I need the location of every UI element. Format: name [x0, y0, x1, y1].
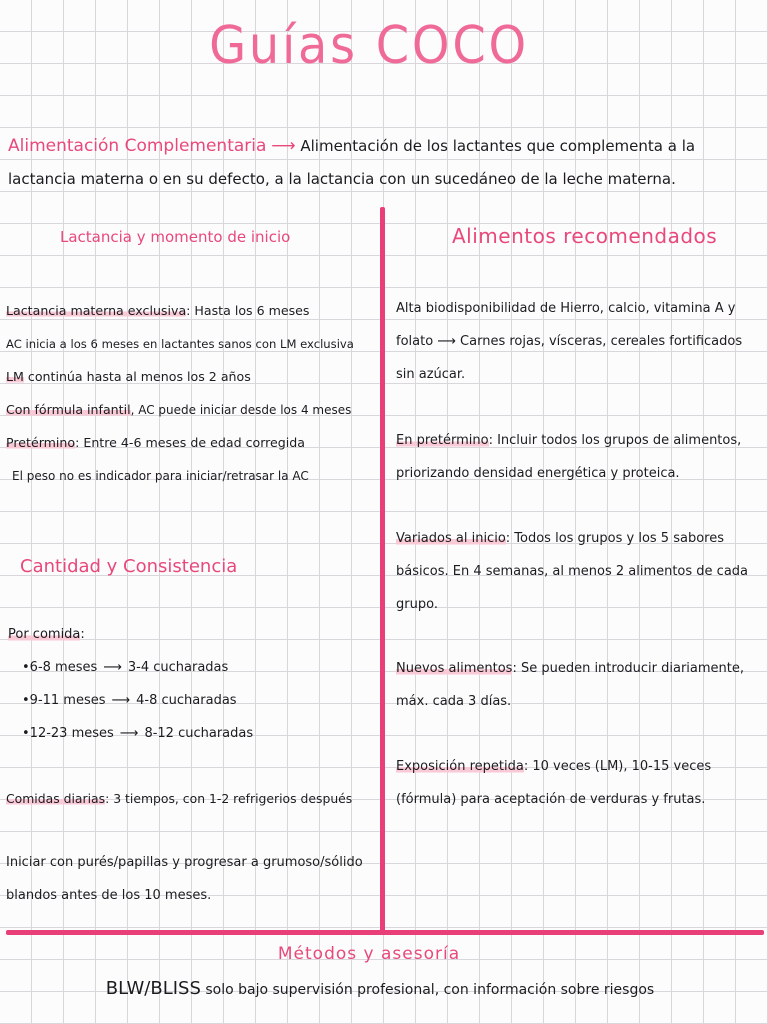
- list-item: [6, 294, 378, 327]
- definition-term: Alimentación Complementaria: [8, 136, 267, 156]
- list-item-text: continúa hasta al menos los 2 años: [23, 369, 251, 384]
- list-item: [6, 360, 378, 393]
- list-item-text: : Entre 4-6 meses de edad corregida: [75, 435, 306, 450]
- right-item-text: : Todos los grupos y los 5 sabores básicos. En 4 semanas, al menos 2 alimentos de cada grupo.: [396, 531, 749, 612]
- per-meal-suffix: :: [80, 627, 85, 642]
- spoon-amount: 3-4 cucharadas: [127, 660, 229, 675]
- vertical-divider: [380, 207, 385, 933]
- recommended-foods-heading: Alimentos recomendados: [452, 224, 718, 248]
- list-item: [6, 327, 378, 360]
- quantity-row: [8, 717, 380, 750]
- age-range: 6-8 meses: [29, 660, 98, 675]
- method-name: BLW/BLISS: [105, 978, 201, 999]
- right-item: [396, 522, 764, 621]
- method-description: solo bajo supervisión profesional, con información sobre riesgos: [200, 982, 655, 998]
- list-item-text: , AC puede iniciar desde los 4 meses: [130, 403, 352, 417]
- per-meal-label-row: [8, 618, 380, 651]
- right-item-highlight: Nuevos alimentos: [396, 661, 513, 676]
- list-item-highlight: Lactancia materna exclusiva: [6, 303, 187, 318]
- per-meal-label: Por comida: [8, 627, 81, 642]
- age-range: 9-11 meses: [29, 693, 106, 708]
- quantity-list: [8, 618, 380, 750]
- right-item: [396, 652, 764, 718]
- texture-note: Iniciar con purés/papillas y progresar a grumoso/sólido blandos antes de los 10 meses.: [6, 855, 363, 903]
- list-item-text: El peso no es indicador para iniciar/retrasar la AC: [12, 469, 309, 483]
- spoon-amount: 8-12 cucharadas: [144, 726, 254, 741]
- right-item-text: Alta biodisponibilidad de Hierro, calcio, vitamina A y folato ⟶ Carnes rojas, vísceras, cereales fortificados sin azúcar.: [396, 301, 743, 382]
- list-item-text: AC inicia a los 6 meses en lactantes sanos con LM exclusiva: [6, 337, 354, 351]
- right-item-text: : 10 veces (LM), 10-15 veces (fórmula) para aceptación de verduras y frutas.: [396, 759, 712, 807]
- horizontal-divider: [6, 930, 764, 935]
- right-item-text: : Se pueden introducir diariamente, máx. cada 3 días.: [396, 661, 745, 709]
- list-item: [6, 393, 378, 426]
- arrow-right-icon: ⟶: [103, 660, 122, 675]
- list-item-highlight: Con fórmula infantil: [6, 402, 131, 417]
- list-item-text: : Hasta los 6 meses: [186, 303, 310, 318]
- list-item-highlight: Pretérmino: [6, 435, 76, 450]
- methods-text: [0, 978, 760, 999]
- arrow-right-icon: ⟶: [271, 136, 296, 156]
- daily-meals-note: [6, 782, 380, 815]
- daily-meals-text: : 3 tiempos, con 1-2 refrigerios después: [105, 791, 353, 806]
- quantity-row: [8, 651, 380, 684]
- arrow-right-icon: ⟶: [111, 693, 131, 708]
- page-title: Guías COCO: [209, 16, 529, 76]
- methods-heading: Métodos y asesoría: [277, 944, 461, 964]
- bullet-icon: •: [22, 726, 30, 741]
- daily-meals-label: Comidas diarias: [6, 791, 106, 806]
- age-range: 12-23 meses: [29, 726, 114, 741]
- definition-text: Alimentación de los lactantes que complementa a la lactancia materna o en su defecto, a la lactancia con un sucedáneo de la leche materna.: [8, 137, 696, 188]
- lactation-list: [6, 294, 378, 492]
- right-item: [396, 424, 764, 490]
- right-item-highlight: Exposición repetida: [396, 759, 524, 774]
- bullet-icon: •: [22, 660, 30, 675]
- right-item-highlight: En pretérmino: [396, 433, 489, 448]
- right-item-highlight: Variados al inicio: [396, 531, 506, 546]
- right-item: [396, 292, 764, 391]
- list-item: [6, 426, 378, 459]
- quantity-heading: Cantidad y Consistencia: [20, 556, 238, 577]
- right-item-text: : Incluir todos los grupos de alimentos, priorizando densidad energética y proteica.: [396, 433, 742, 481]
- list-item: [6, 459, 378, 492]
- list-item-highlight: LM: [6, 369, 24, 384]
- right-item: [396, 750, 764, 816]
- lactation-heading: Lactancia y momento de inicio: [60, 228, 291, 246]
- bullet-icon: •: [22, 693, 30, 708]
- spoon-amount: 4-8 cucharadas: [136, 693, 237, 708]
- definition-paragraph: [8, 130, 760, 196]
- quantity-row: [8, 684, 380, 717]
- arrow-right-icon: ⟶: [119, 726, 139, 741]
